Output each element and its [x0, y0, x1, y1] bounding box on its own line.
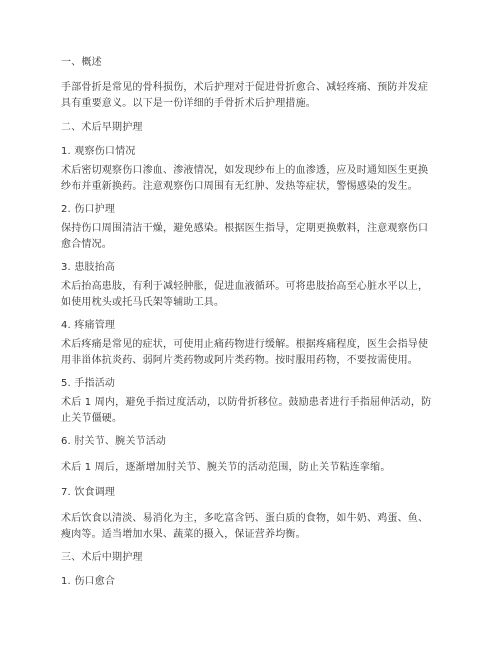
item-wound-care-line-2: 愈合情况。 [61, 239, 112, 250]
item-heading-pain-management: 4. 疼痛管理 [61, 320, 116, 331]
item-heading-elbow-wrist-activity: 6. 肘关节、腕关节活动 [61, 436, 167, 447]
item-pain-management-line-2: 用非甾体抗炎药、弱阿片类药物或阿片类药物。按时服用药物，不要按需使用。 [61, 355, 418, 366]
overview-paragraph-line-1: 手部骨折是常见的骨科损伤，术后护理对于促进骨折愈合、减轻疼痛、预防并发症 [61, 82, 429, 93]
section-heading-early-care: 二、术后早期护理 [61, 122, 143, 133]
overview-paragraph-line-2: 具有重要意义。以下是一份详细的手骨折术后护理措施。 [61, 98, 316, 109]
item-heading-limb-elevation: 3. 患肢抬高 [61, 262, 116, 273]
item-diet-line-2: 瘦肉等。适当增加水果、蔬菜的摄入，保证营养均衡。 [61, 529, 306, 540]
item-heading-wound-care: 2. 伤口护理 [61, 204, 116, 215]
item-finger-activity-line-2: 止关节僵硬。 [61, 413, 123, 424]
item-wound-care-line-1: 保持伤口周围清洁干燥，避免感染。根据医生指导，定期更换敷料，注意观察伤口 [61, 223, 429, 234]
section-heading-overview: 一、概述 [61, 57, 102, 68]
item-finger-activity-line-1: 术后 1 周内，避免手指过度活动，以防骨折移位。鼓励患者进行手指屈伸活动，防 [61, 397, 432, 408]
item-heading-wound-observation: 1. 观察伤口情况 [61, 146, 136, 157]
item-limb-elevation-line-2: 如使用枕头或托马氏架等辅助工具。 [61, 297, 225, 308]
item-heading-wound-healing: 1. 伤口愈合 [61, 576, 116, 587]
item-pain-management-line-1: 术后疼痛是常见的症状，可使用止痛药物进行缓解。根据疼痛程度，医生会指导使 [61, 339, 429, 350]
item-wound-observation-line-1: 术后密切观察伤口渗血、渗液情况，如发现纱布上的血渗透，应及时通知医生更换 [61, 165, 429, 176]
item-heading-diet: 7. 饮食调理 [61, 487, 116, 498]
item-elbow-wrist-activity-line-1: 术后 1 周后，逐渐增加肘关节、腕关节的活动范围，防止关节粘连挛缩。 [61, 462, 391, 473]
section-heading-mid-care: 三、术后中期护理 [61, 552, 143, 563]
item-wound-observation-line-2: 纱布并重新换药。注意观察伤口周围有无红肿、发热等症状，警惕感染的发生。 [61, 181, 418, 192]
item-diet-line-1: 术后饮食以清淡、易消化为主，多吃富含钙、蛋白质的食物，如牛奶、鸡蛋、鱼、 [61, 513, 429, 524]
item-limb-elevation-line-1: 术后抬高患肢，有利于减轻肿胀，促进血液循环。可将患肢抬高至心脏水平以上， [61, 281, 429, 292]
item-heading-finger-activity: 5. 手指活动 [61, 378, 116, 389]
